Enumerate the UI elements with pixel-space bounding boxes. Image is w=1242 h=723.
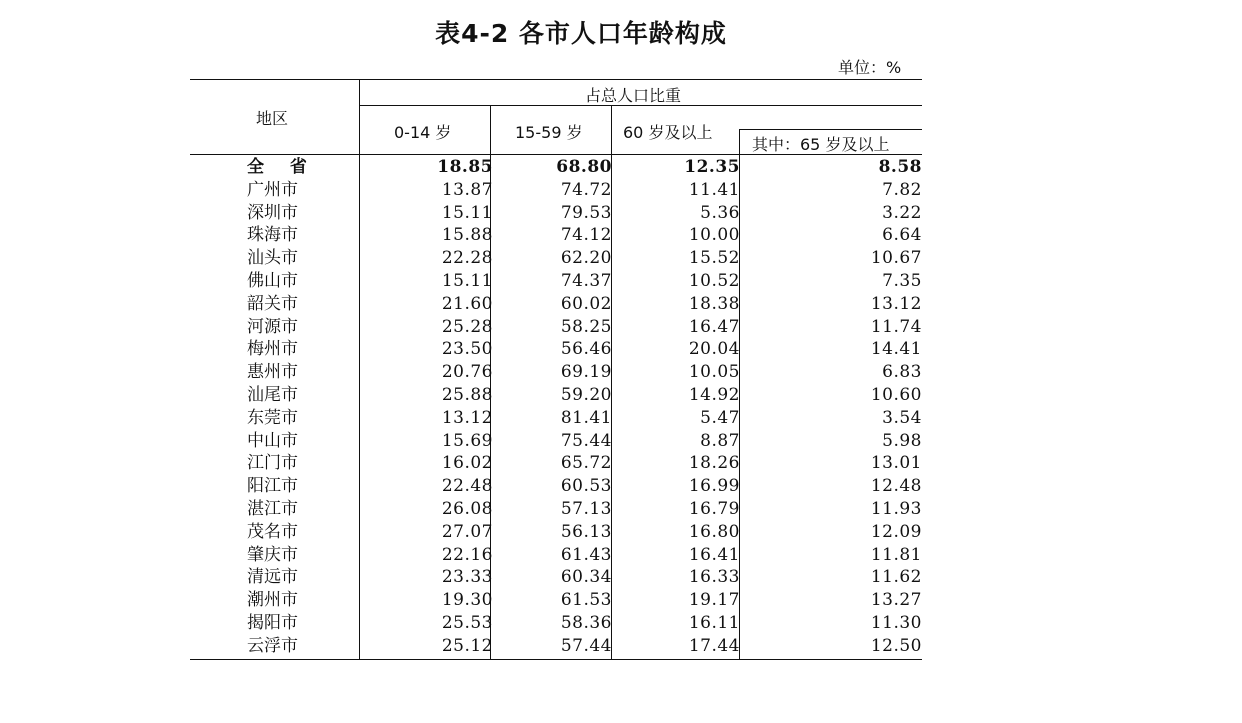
cell-15-59: 56.46 [560,339,612,360]
cell-60-plus: 18.26 [688,453,740,474]
header-col-0-14: 0-14 岁 [394,123,452,142]
cell-60-plus: 18.38 [688,293,740,314]
cell-65-plus: 12.09 [870,521,922,542]
cell-60-plus: 14.92 [688,384,740,405]
cell-0-14: 25.53 [441,612,493,633]
cell-15-59: 61.43 [560,544,612,565]
cell-65-plus: 6.83 [882,362,922,383]
table-row [190,520,922,543]
cell-15-59: 57.13 [560,498,612,519]
region-name: 中山市 [247,430,298,451]
region-name: 揭阳市 [247,612,298,633]
cell-60-plus: 16.80 [688,521,740,542]
cell-0-14: 22.48 [441,476,493,497]
header-col-60-plus: 60 岁及以上 [623,123,713,142]
cell-60-plus: 12.35 [684,157,740,177]
cell-65-plus: 5.98 [882,430,922,451]
cell-60-plus: 16.47 [688,316,740,337]
cell-65-plus: 8.58 [878,157,922,177]
cell-15-59: 61.53 [560,590,612,611]
cell-60-plus: 19.17 [688,590,740,611]
cell-0-14: 15.69 [441,430,493,451]
table-row [190,429,922,452]
cell-15-59: 56.13 [560,521,612,542]
cell-0-14: 26.08 [441,498,493,519]
cell-0-14: 27.07 [441,521,493,542]
table-row [190,497,922,520]
cell-65-plus: 13.01 [870,453,922,474]
table-bottom-rule [190,659,922,660]
table-row [190,451,922,474]
cell-15-59: 60.02 [560,293,612,314]
region-name: 江门市 [247,453,298,474]
region-name: 珠海市 [247,225,298,246]
table-row [190,292,922,315]
cell-15-59: 69.19 [560,362,612,383]
cell-65-plus: 10.67 [870,248,922,269]
table-row [190,315,922,338]
table-row-total [190,155,922,178]
cell-0-14: 25.28 [441,316,493,337]
table-row [190,337,922,360]
cell-15-59: 65.72 [560,453,612,474]
table-row [190,406,922,429]
header-col-15-59: 15-59 岁 [515,123,583,142]
cell-60-plus: 15.52 [688,248,740,269]
cell-65-plus: 13.12 [870,293,922,314]
table-top-rule [190,79,922,80]
cell-0-14: 25.12 [441,635,493,656]
cell-65-plus: 11.81 [870,544,922,565]
cell-15-59: 58.36 [560,612,612,633]
cell-65-plus: 3.22 [882,202,922,223]
cell-65-plus: 12.48 [870,476,922,497]
cell-15-59: 58.25 [560,316,612,337]
cell-0-14: 21.60 [441,293,493,314]
cell-60-plus: 16.33 [688,567,740,588]
region-name: 全 省 [247,157,317,177]
region-name: 清远市 [247,567,298,588]
sub-header-rule [739,129,922,130]
cell-65-plus: 13.27 [870,590,922,611]
cell-65-plus: 11.74 [870,316,922,337]
cell-15-59: 59.20 [560,384,612,405]
cell-60-plus: 17.44 [688,635,740,656]
cell-60-plus: 16.41 [688,544,740,565]
table-row [190,588,922,611]
table-row [190,178,922,201]
table-row [190,383,922,406]
table-row [190,223,922,246]
cell-0-14: 23.33 [441,567,493,588]
region-name: 深圳市 [247,202,298,223]
cell-65-plus: 11.62 [870,567,922,588]
cell-15-59: 62.20 [560,248,612,269]
cell-0-14: 23.50 [441,339,493,360]
cell-0-14: 19.30 [441,590,493,611]
cell-15-59: 81.41 [560,407,612,428]
table-row [190,360,922,383]
cell-15-59: 75.44 [560,430,612,451]
cell-0-14: 16.02 [441,453,493,474]
cell-0-14: 15.88 [441,225,493,246]
cell-15-59: 74.12 [560,225,612,246]
region-name: 阳江市 [247,476,298,497]
cell-0-14: 22.16 [441,544,493,565]
table-row [190,474,922,497]
cell-0-14: 15.11 [441,202,493,223]
table-body [190,155,922,657]
table-row [190,201,922,224]
cell-65-plus: 6.64 [882,225,922,246]
unit-label: 单位：% [838,58,902,77]
table-row [190,246,922,269]
header-group: 占总人口比重 [585,86,682,105]
cell-60-plus: 16.99 [688,476,740,497]
region-name: 梅州市 [247,339,298,360]
cell-15-59: 79.53 [560,202,612,223]
cell-0-14: 25.88 [441,384,493,405]
cell-15-59: 60.53 [560,476,612,497]
header-col-65-plus: 其中：65 岁及以上 [752,135,890,154]
cell-60-plus: 16.79 [688,498,740,519]
cell-65-plus: 11.93 [870,498,922,519]
cell-65-plus: 7.35 [882,270,922,291]
region-name: 东莞市 [247,407,298,428]
cell-0-14: 18.85 [437,157,493,177]
cell-65-plus: 14.41 [870,339,922,360]
table-row [190,543,922,566]
cell-0-14: 13.12 [441,407,493,428]
cell-60-plus: 10.00 [688,225,740,246]
region-name: 汕尾市 [247,384,298,405]
region-name: 惠州市 [247,362,298,383]
header-region: 地区 [256,109,289,128]
region-name: 茂名市 [247,521,298,542]
table-row [190,269,922,292]
region-name: 汕头市 [247,248,298,269]
cell-60-plus: 10.05 [688,362,740,383]
cell-0-14: 22.28 [441,248,493,269]
cell-60-plus: 16.11 [688,612,740,633]
cell-60-plus: 10.52 [688,270,740,291]
cell-65-plus: 11.30 [870,612,922,633]
cell-60-plus: 8.87 [700,430,740,451]
region-name: 河源市 [247,316,298,337]
table-row [190,611,922,634]
cell-0-14: 20.76 [441,362,493,383]
region-name: 湛江市 [247,498,298,519]
table-title: 表4-2 各市人口年龄构成 [435,19,727,48]
cell-15-59: 68.80 [556,157,612,177]
region-name: 肇庆市 [247,544,298,565]
cell-60-plus: 5.36 [700,202,740,223]
cell-60-plus: 20.04 [688,339,740,360]
region-name: 云浮市 [247,635,298,656]
cell-0-14: 15.11 [441,270,493,291]
region-name: 潮州市 [247,590,298,611]
region-name: 广州市 [247,179,298,200]
cell-65-plus: 7.82 [882,179,922,200]
cell-15-59: 74.37 [560,270,612,291]
cell-60-plus: 11.41 [688,179,740,200]
region-name: 佛山市 [247,270,298,291]
cell-65-plus: 10.60 [870,384,922,405]
cell-60-plus: 5.47 [700,407,740,428]
cell-65-plus: 12.50 [870,635,922,656]
cell-15-59: 74.72 [560,179,612,200]
cell-65-plus: 3.54 [882,407,922,428]
region-name: 韶关市 [247,293,298,314]
table-row [190,565,922,588]
cell-15-59: 57.44 [560,635,612,656]
table-row [190,634,922,657]
cell-0-14: 13.87 [441,179,493,200]
cell-15-59: 60.34 [560,567,612,588]
